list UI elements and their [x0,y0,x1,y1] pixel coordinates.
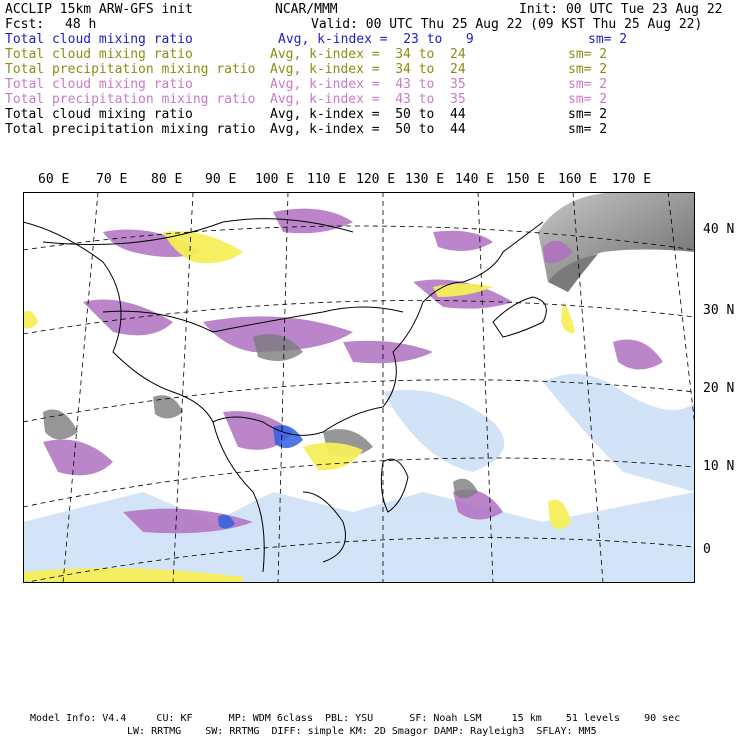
legend-row [5,77,735,92]
forecast-hour: 48 h [65,17,97,32]
init-time: Init: 00 UTC Tue 23 Aug 22 [519,2,723,17]
legend-row [5,92,735,107]
latitude-label: 10 N [703,459,735,474]
legend-smoothing: sm= 2 [568,47,608,62]
legend-smoothing: sm= 2 [568,107,608,122]
legend-k-index-range: Avg, k-index = 43 to 35 [270,77,466,92]
latitude-label: 30 N [703,303,735,318]
plot-title: ACCLIP 15km ARW-GFS init [5,2,193,17]
latitude-label: 40 N [703,222,735,237]
legend-field-name: Total cloud mixing ratio [5,32,193,47]
valid-time: Valid: 00 UTC Thu 25 Aug 22 (09 KST Thu 25 Aug 22) [311,17,703,32]
legend-smoothing: sm= 2 [588,32,628,47]
latitude-label: 0 [703,542,711,557]
legend-smoothing: sm= 2 [568,77,608,92]
legend-smoothing: sm= 2 [568,62,608,77]
legend-k-index-range: Avg, k-index = 34 to 24 [270,47,466,62]
longitude-label: 150 E [506,172,546,187]
legend-field-name: Total precipitation mixing ratio [5,92,256,107]
legend-field-name: Total cloud mixing ratio [5,47,193,62]
longitude-label: 80 E [151,172,183,187]
legend-field-name: Total precipitation mixing ratio [5,62,256,77]
legend-row [5,107,735,122]
latitude-label: 20 N [703,381,735,396]
legend-k-index-range: Avg, k-index = 23 to 9 [278,32,474,47]
longitude-label: 120 E [356,172,396,187]
model-info-line-2: LW: RRTMG SW: RRTMG DIFF: simple KM: 2D Smagor DAMP: Rayleigh3 SFLAY: MM5 [127,726,597,737]
forecast-label: Fcst: [5,17,45,32]
legend-row [5,47,735,62]
center-name: NCAR/MMM [275,2,338,17]
legend-row [5,62,735,77]
legend-row [5,122,735,137]
legend-field-name: Total precipitation mixing ratio [5,122,256,137]
longitude-label: 100 E [255,172,295,187]
legend-smoothing: sm= 2 [568,122,608,137]
longitude-label: 140 E [455,172,495,187]
longitude-label: 90 E [205,172,237,187]
longitude-label: 130 E [405,172,445,187]
legend-field-name: Total cloud mixing ratio [5,77,193,92]
longitude-label: 160 E [558,172,598,187]
longitude-label: 60 E [38,172,70,187]
legend-field-name: Total cloud mixing ratio [5,107,193,122]
legend-k-index-range: Avg, k-index = 43 to 35 [270,92,466,107]
legend-k-index-range: Avg, k-index = 50 to 44 [270,122,466,137]
legend-k-index-range: Avg, k-index = 34 to 24 [270,62,466,77]
model-info-line-1: Model Info: V4.4 CU: KF MP: WDM 6class PBL: YSU SF: Noah LSM 15 km 51 levels 90 sec [30,713,681,724]
legend-row [5,32,735,47]
longitude-label: 110 E [307,172,347,187]
map-panel [23,192,695,583]
legend-smoothing: sm= 2 [568,92,608,107]
legend-k-index-range: Avg, k-index = 50 to 44 [270,107,466,122]
longitude-label: 70 E [96,172,128,187]
longitude-label: 170 E [612,172,652,187]
